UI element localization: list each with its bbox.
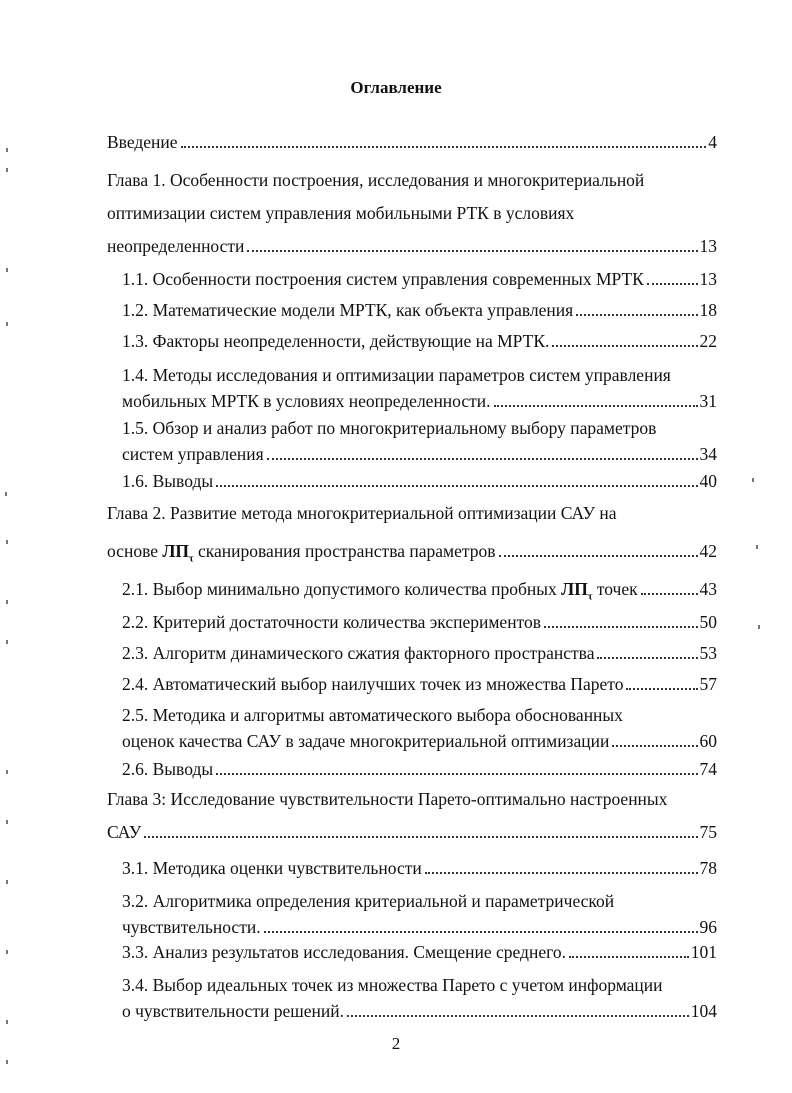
entry-page: 104 [690,1001,717,1021]
scan-speck [6,820,8,824]
entry-title: 1.6. Выводы [122,471,214,491]
entry-title: точек [596,579,638,599]
scan-speck [6,770,8,774]
toc-entry-1-5[interactable] [122,415,717,467]
entry-page: 13 [699,269,717,289]
entry-page: 40 [699,471,717,491]
entry-page: 57 [699,674,717,694]
scan-speck [6,950,8,954]
toc-entry-1-6[interactable] [122,465,717,498]
scan-speck [6,322,8,326]
entry-title: 3.1. Методика оценки чувствительности [122,858,422,878]
entry-title-line: мобильных МРТК в условиях неопределенности. [122,391,491,411]
lp-tau-symbol: $ЛП_\tau$ [561,579,593,603]
entry-title-line: 1.4. Методы исследования и оптимизации параметров систем управления [122,365,671,385]
scan-speck [6,168,8,172]
toc-entry-chapter-2[interactable] [107,497,717,576]
entry-page: 101 [690,942,717,962]
toc-entry-introduction[interactable] [107,126,717,159]
entry-page: 53 [699,643,717,663]
entry-title-line: сканирования пространства параметров [198,541,496,561]
entry-title-line: 2.5. Методика и алгоритмы автоматического выбора обоснованных [122,705,623,725]
toc-entry-1-4[interactable] [122,362,717,414]
entry-title: 2.3. Алгоритм динамического сжатия факторного пространства [122,643,595,663]
entry-page: 34 [699,444,717,464]
toc-entry-3-2[interactable] [122,888,717,940]
entry-title-line: Глава 3: Исследование чувствительности Парето-оптимально настроенных [107,789,668,809]
entry-title: 2.6. Выводы [122,759,214,779]
toc-entry-chapter-3[interactable] [107,783,717,849]
entry-page: 4 [708,132,717,152]
scan-speck [6,268,8,272]
toc-entry-1-3[interactable] [122,325,717,358]
toc-entry-3-4[interactable] [122,972,717,1024]
scan-speck [6,148,8,152]
entry-title-line: 1.5. Обзор и анализ работ по многокритериальному выбору параметров [122,418,657,438]
toc-entry-2-5[interactable] [122,702,717,754]
entry-page: 42 [699,541,717,561]
entry-title-line: чувствительности. [122,917,261,937]
scan-speck [6,1060,8,1064]
scan-speck [6,880,8,884]
entry-title-line: САУ [107,822,142,842]
scan-speck [6,1020,8,1024]
scan-speck [752,478,754,482]
entry-title-line: Глава 2. Развитие метода многокритериальной оптимизации САУ на [107,503,617,523]
entry-page: 31 [699,391,717,411]
entry-page: 78 [699,858,717,878]
scan-speck [6,600,8,604]
entry-page: 22 [699,331,717,351]
toc-entry-3-3[interactable] [122,936,717,969]
scan-speck [5,492,7,496]
entry-title-line: 3.2. Алгоритмика определения критериальной и параметрической [122,891,615,911]
entry-title-line: неопределенности [107,236,245,256]
page-number: 2 [391,1034,401,1053]
scan-speck [758,625,760,629]
toc-entry-2-4[interactable] [122,668,717,701]
entry-title: 2.2. Критерий достаточности количества экспериментов [122,612,541,632]
entry-title-line: оптимизации систем управления мобильными РТК в условиях [107,203,575,223]
entry-title: 2.1. Выбор минимально допустимого количества пробных [122,579,557,599]
toc-entry-2-2[interactable] [122,606,717,639]
toc-entry-3-1[interactable] [122,852,717,885]
toc-entry-chapter-1[interactable] [107,164,717,263]
entry-page: 60 [699,731,717,751]
scan-speck [756,545,758,549]
entry-page: 18 [699,300,717,320]
toc-entry-1-1[interactable] [122,263,717,296]
scan-speck [6,640,8,644]
entry-title: 1.2. Математические модели МРТК, как объекта управления [122,300,574,320]
toc-entry-1-2[interactable] [122,294,717,327]
entry-page: 96 [699,917,717,937]
toc-entry-2-3[interactable] [122,637,717,670]
entry-page: 75 [699,822,717,842]
toc-title: Оглавление [350,78,442,97]
entry-title: Введение [107,132,178,152]
toc-entry-2-6[interactable] [122,753,717,786]
entry-title: 2.4. Автоматический выбор наилучших точек из множества Парето [122,674,624,694]
entry-page: 74 [699,759,717,779]
entry-page: 13 [699,236,717,256]
entry-title-line: Глава 1. Особенности построения, исследования и многокритериальной [107,170,645,190]
entry-title: 1.3. Факторы неопределенности, действующие на МРТК. [122,331,550,351]
entry-page: 50 [699,612,717,632]
entry-title-line: основе [107,541,158,561]
entry-title-line: систем управления [122,444,264,464]
scan-speck [6,540,8,544]
entry-title-line: о чувствительности решений. [122,1001,344,1021]
entry-title: 1.1. Особенности построения систем управления современных МРТК [122,269,644,289]
entry-title-line: оценок качества САУ в задаче многокритериальной оптимизации [122,731,610,751]
entry-page: 43 [699,579,717,599]
lp-tau-symbol: $ЛП_\tau$ [162,541,194,565]
entry-title: 3.3. Анализ результатов исследования. Смещение среднего. [122,942,566,962]
entry-title-line: 3.4. Выбор идеальных точек из множества Парето с учетом информации [122,975,663,995]
